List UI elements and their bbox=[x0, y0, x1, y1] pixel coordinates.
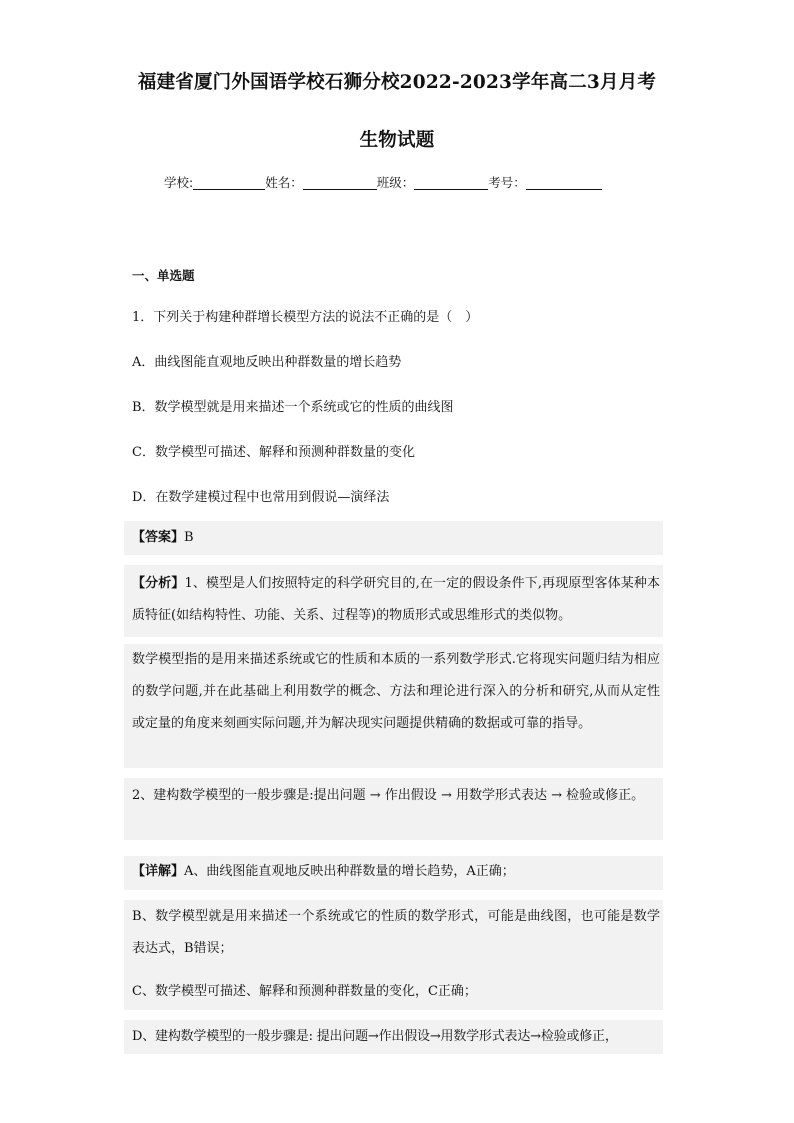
option-d: D．在数学建模过程中也常用到假说—演绎法 bbox=[132, 490, 390, 505]
student-info-line bbox=[164, 173, 634, 191]
analysis-paragraph-2: 数学模型指的是用来描述系统或它的性质和本质的一系列数学形式.它将现实问题归结为相应的数学问题,并在此基础上利用数学的概念、方法和理论进行深入的分析和研究,从而从定性或定量的角度来刻画实际问题,并为解决现实问题提供精确的数据或可靠的指导。 bbox=[132, 652, 660, 731]
detail-line-a bbox=[132, 856, 660, 888]
detail-a-text: A、曲线图能直观地反映出种群数量的增长趋势，A正确； bbox=[184, 864, 515, 879]
detail-line-b: B、数学模型就是用来描述一个系统或它的性质的数学形式，可能是曲线图，也可能是数学表达式，B错误； bbox=[132, 909, 660, 956]
answer-line bbox=[132, 522, 660, 554]
question-stem: 1．下列关于构建种群增长模型方法的说法不正确的是（ ） bbox=[132, 310, 479, 325]
detail-label: 【详解】 bbox=[132, 864, 185, 879]
exam-title: 福建省厦门外国语学校石狮分校2022-2023学年高二3月月考 bbox=[137, 72, 657, 93]
analysis-paragraph-3: 2、建构数学模型的一般步骤是:提出问题 → 作出假设 → 用数学形式表达 → 检验或修正。 bbox=[132, 788, 645, 803]
answer-label: 【答案】 bbox=[132, 530, 185, 545]
exam-subtitle: 生物试题 bbox=[359, 130, 435, 151]
answer-value: B bbox=[184, 530, 194, 545]
exam-number-label: 考号： bbox=[488, 175, 526, 190]
option-b: B．数学模型就是用来描述一个系统或它的性质的曲线图 bbox=[132, 400, 454, 415]
class-blank[interactable] bbox=[414, 176, 488, 190]
school-label: 学校: bbox=[164, 175, 194, 190]
name-blank[interactable] bbox=[303, 176, 377, 190]
school-blank[interactable] bbox=[193, 176, 265, 190]
analysis-p1-text: 1、模型是人们按照特定的科学研究目的,在一定的假设条件下,再现原型客体某种本质特征(如结构特性、功能、关系、过程等)的物质形式或思维形式的类似物。 bbox=[132, 576, 660, 623]
section-heading: 一、单选题 bbox=[132, 268, 195, 283]
detail-line-d: D、建构数学模型的一般步骤是: 提出问题→作出假设→用数学形式表达→检验或修正， bbox=[132, 1029, 618, 1044]
name-label: 姓名： bbox=[265, 175, 303, 190]
detail-line-c: C、数学模型可描述、解释和预测种群数量的变化，C正确； bbox=[132, 984, 477, 999]
class-label: 班级： bbox=[376, 175, 415, 190]
exam-number-blank[interactable] bbox=[526, 176, 602, 190]
option-c: C．数学模型可描述、解释和预测种群数量的变化 bbox=[132, 445, 415, 460]
option-a: A．曲线图能直观地反映出种群数量的增长趋势 bbox=[132, 355, 402, 370]
analysis-paragraph-1 bbox=[132, 568, 660, 632]
analysis-label: 【分析】 bbox=[132, 576, 185, 591]
